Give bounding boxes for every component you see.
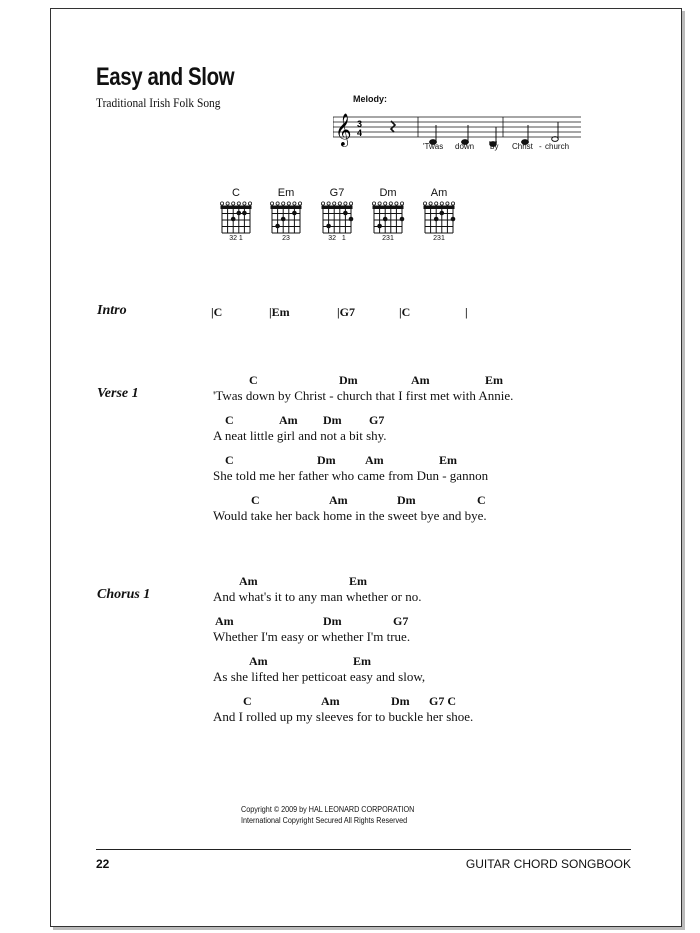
- melody-lyric: Christ: [512, 142, 533, 151]
- intro-bar: |: [465, 305, 468, 319]
- chord-symbol: C: [251, 493, 260, 507]
- chord-diagram: [216, 187, 256, 242]
- chord-symbol: Am: [239, 574, 258, 588]
- stanza-line: [213, 413, 553, 445]
- melody-lyric: church: [545, 142, 570, 151]
- chord-line: [213, 453, 553, 468]
- melody-lyric: -: [539, 142, 542, 151]
- chord-line: [213, 373, 553, 388]
- lyric-line: Would take her back home in the sweet bye and bye.: [213, 508, 487, 523]
- stanza-line: [213, 614, 553, 646]
- copyright-line: Copyright © 2009 by HAL LEONARD CORPORATION: [241, 805, 415, 814]
- chord-diagram-name: Dm: [379, 187, 397, 199]
- section-label-chorus-1: Chorus 1: [97, 587, 151, 602]
- chord-line: [213, 654, 553, 669]
- lyric-line: A neat little girl and not a bit shy.: [213, 428, 387, 443]
- chord-symbol: Dm: [391, 694, 410, 708]
- chord-symbol: Em: [485, 373, 503, 387]
- chord-symbol: Em: [439, 453, 457, 467]
- melody-staff: [333, 109, 583, 159]
- chord-diagram: [266, 187, 306, 242]
- treble-clef-icon: 𝄞: [335, 113, 352, 146]
- lyric-line: Whether I'm easy or whether I'm true.: [213, 629, 411, 644]
- chord-diagram-name: G7: [329, 187, 345, 199]
- section-label-intro: Intro: [97, 303, 127, 318]
- lyric-line: 'Twas down by Christ - church that I first met with Annie.: [213, 388, 514, 403]
- lyric-line: And I rolled up my sleeves for to buckle her shoe.: [213, 709, 474, 724]
- chord-diagram-name: C: [232, 187, 240, 199]
- melody-label: Melody:: [353, 94, 388, 104]
- fretboard-grid-icon: [422, 201, 456, 235]
- chord-line: [213, 694, 553, 709]
- chord-diagram: [317, 187, 357, 242]
- chord-symbol: Am: [329, 493, 348, 507]
- song-subtitle: Traditional Irish Folk Song: [96, 95, 221, 110]
- chord-symbol: C: [225, 413, 234, 427]
- chord-diagram-name: Am: [430, 187, 448, 199]
- chord-symbol: C: [225, 453, 234, 467]
- section-label-verse-1: Verse 1: [97, 386, 139, 401]
- chord-symbol: Dm: [397, 493, 416, 507]
- fretboard-grid-icon: [269, 201, 303, 235]
- chord-symbol: Dm: [339, 373, 358, 387]
- lyric-line: As she lifted her petticoat easy and slow,: [213, 669, 426, 684]
- chord-diagram: [419, 187, 459, 242]
- chord-symbol: G7: [369, 413, 385, 427]
- stanza-line: [213, 574, 553, 606]
- chord-line: [213, 614, 553, 629]
- chord-symbol: G7: [393, 614, 409, 628]
- chord-fingering: 231: [433, 235, 445, 242]
- chord-fingering: 23: [282, 235, 290, 242]
- chord-fingering: 32 1: [328, 235, 346, 242]
- chord-symbol: Dm: [323, 614, 342, 628]
- chord-symbol: Am: [249, 654, 268, 668]
- intro-bars: [211, 305, 491, 320]
- intro-bar: |C: [211, 305, 223, 319]
- chord-symbol: Em: [349, 574, 367, 588]
- stanza-line: [213, 493, 553, 525]
- chord-line: [213, 574, 553, 589]
- melody-lyric: 'Twas: [423, 142, 444, 151]
- chord-diagram-name: Em: [277, 187, 295, 199]
- chord-symbol: Dm: [317, 453, 336, 467]
- chord-line: [213, 493, 553, 508]
- chord-diagram: [368, 187, 408, 242]
- song-title: Easy and Slow: [96, 63, 235, 91]
- fretboard-grid-icon: [320, 201, 354, 235]
- footer-divider: [96, 849, 631, 850]
- intro-bar: |G7: [337, 305, 355, 319]
- chord-symbol: C: [477, 493, 486, 507]
- chord-symbol: C: [243, 694, 252, 708]
- sheet-page: [50, 8, 682, 927]
- lyric-line: And what's it to any man whether or no.: [213, 589, 422, 604]
- intro-bar: |Em: [269, 305, 290, 319]
- copyright-line: International Copyright Secured All Rights Reserved: [241, 816, 408, 825]
- stanza-line: [213, 694, 553, 726]
- chord-symbol: Am: [411, 373, 430, 387]
- chord-symbol: Am: [365, 453, 384, 467]
- melody-lyric: by: [490, 142, 499, 151]
- stanza-line: [213, 654, 553, 686]
- chord-fingering: 231: [382, 235, 394, 242]
- chord-symbol: C: [249, 373, 258, 387]
- chord-symbol: Dm: [323, 413, 342, 427]
- chord-fingering: 32 1: [229, 235, 243, 242]
- book-title: GUITAR CHORD SONGBOOK: [465, 857, 631, 871]
- chord-line: [213, 413, 553, 428]
- svg-text:3: 3: [357, 119, 363, 129]
- fretboard-grid-icon: [371, 201, 405, 235]
- lyric-line: She told me her father who came from Dun - gannon: [213, 468, 489, 483]
- intro-bar: |C: [399, 305, 411, 319]
- chord-symbol: Am: [321, 694, 340, 708]
- chord-symbol: Am: [215, 614, 234, 628]
- stanza-line: [213, 373, 553, 405]
- svg-text:4: 4: [357, 128, 363, 138]
- chord-symbol: Em: [353, 654, 371, 668]
- page-number: 22: [96, 857, 110, 871]
- copyright-notice: [241, 804, 414, 826]
- stanza-line: [213, 453, 553, 485]
- melody-lyric: down: [455, 142, 475, 151]
- chord-symbol: Am: [279, 413, 298, 427]
- fretboard-grid-icon: [219, 201, 253, 235]
- chord-symbol: G7 C: [429, 694, 456, 708]
